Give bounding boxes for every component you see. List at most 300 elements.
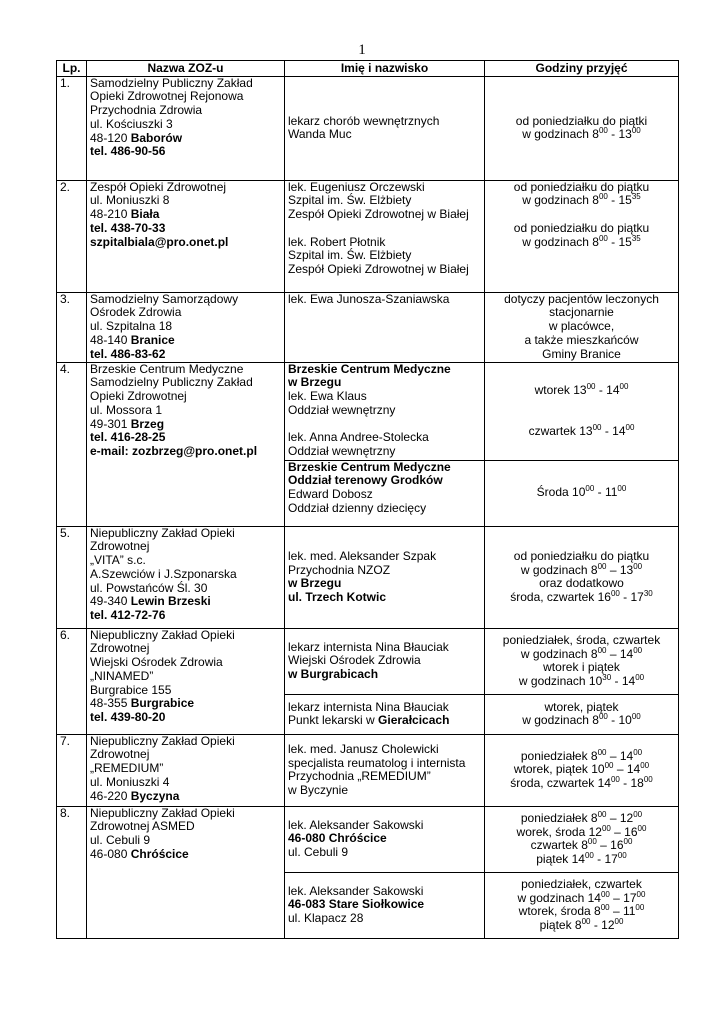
- zoz-name-line: [90, 445, 281, 459]
- text-segment: od poniedziałku do piątki: [515, 113, 648, 128]
- text-segment: – 14: [606, 646, 634, 661]
- zoz-name-line: [90, 735, 281, 749]
- doctor-line: [288, 474, 481, 488]
- text-segment: - 14: [611, 673, 636, 688]
- text-segment: A.Szewciów i J.Szponarska: [90, 566, 237, 581]
- hours-line: [488, 233, 675, 250]
- time-superscript: 00: [604, 761, 614, 771]
- hours-line: [488, 348, 675, 362]
- text-segment: Samodzielny Publiczny Zakład: [90, 375, 253, 390]
- time-superscript: 00: [581, 916, 591, 926]
- text-segment: - 13: [607, 127, 632, 142]
- text-segment: Oddział dzienny dziecięcy: [288, 500, 427, 515]
- hours-line: [488, 561, 675, 578]
- text-segment: wtorek i piątek: [543, 660, 620, 675]
- doctor-line: [288, 846, 481, 860]
- hours-line: [488, 381, 675, 398]
- doctor-line: [288, 502, 481, 516]
- doctor-line: [288, 390, 481, 404]
- text-segment: Zespół Opieki Zdrowotnej w Białej: [288, 261, 469, 276]
- text-segment: ul. Szpitalna 18: [90, 319, 173, 334]
- hours-cell: [485, 526, 679, 628]
- time-superscript: 00: [633, 645, 643, 655]
- zoz-name-line: [90, 390, 281, 404]
- bold-segment: tel. 416-28-25: [90, 430, 166, 445]
- text-segment: Zespół Opieki Zdrowotnej w Białej: [288, 207, 469, 222]
- zoz-name-cell: [87, 362, 285, 526]
- zoz-name-line: [90, 790, 281, 804]
- text-segment: lek. med. Aleksander Szpak: [288, 548, 437, 563]
- bold-segment: 46-080 Chróścice: [288, 831, 387, 846]
- text-segment: Wiejski Ośrodek Zdrowia: [90, 655, 223, 670]
- time-superscript: 00: [597, 561, 607, 571]
- text-segment: Przychodnia „REMEDIUM”: [288, 769, 431, 784]
- zoz-name-line: [90, 236, 281, 250]
- zoz-name-line: [90, 834, 281, 848]
- time-superscript: 00: [643, 775, 653, 785]
- hours-line: [488, 320, 675, 334]
- text-segment: w godzinach 14: [517, 890, 601, 905]
- doctor-line: [288, 194, 481, 208]
- zoz-name-cell: [87, 180, 285, 292]
- text-segment: Środa 10: [536, 485, 586, 500]
- zoz-name-line: [90, 582, 281, 596]
- text-segment: ul. Cebuli 9: [288, 845, 349, 860]
- text-segment: lekarz internista Nina Błauciak: [288, 699, 449, 714]
- zoz-name-line: [90, 609, 281, 623]
- hours-line: [488, 645, 675, 662]
- hours-cell: [485, 628, 679, 694]
- time-superscript: 00: [600, 889, 610, 899]
- time-superscript: 00: [598, 233, 608, 243]
- zoz-name-line: [90, 306, 281, 320]
- text-segment: Opieki Zdrowotnej: [90, 389, 187, 404]
- text-segment: środa, czwartek 16: [510, 589, 611, 604]
- zoz-name-line: [90, 748, 281, 762]
- text-segment: Zdrowotnej ASMED: [90, 819, 195, 834]
- time-superscript: 00: [597, 645, 607, 655]
- text-segment: Gminy Branice: [542, 346, 621, 361]
- time-superscript: 00: [633, 747, 643, 757]
- doctor-line: [288, 898, 481, 912]
- text-segment: Zdrowotnej: [90, 747, 150, 762]
- doctor-cell: [285, 694, 485, 734]
- zoz-name-line: [90, 194, 281, 208]
- table-header-row: [57, 61, 679, 77]
- table-row: [57, 806, 679, 872]
- doctor-cell: [285, 806, 485, 872]
- hours-cell: [485, 180, 679, 292]
- text-segment: poniedziałek, czwartek: [521, 876, 642, 891]
- text-segment: 49-301: [90, 416, 131, 431]
- time-superscript: 00: [587, 837, 597, 847]
- text-segment: Samodzielny Samorządowy: [90, 291, 239, 306]
- zoz-name-line: [90, 527, 281, 541]
- hours-line: [488, 128, 675, 142]
- bold-segment: tel. 486-90-56: [90, 144, 166, 159]
- hours-line: [488, 194, 675, 208]
- time-superscript: 00: [617, 850, 627, 860]
- doctor-cell: [285, 526, 485, 628]
- doctor-line: [288, 654, 481, 668]
- text-segment: Punkt lekarski w: [288, 713, 379, 728]
- text-segment: Burgrabice 155: [90, 682, 172, 697]
- doctor-cell: [285, 292, 485, 362]
- zoz-name-line: [90, 132, 281, 146]
- time-superscript: 35: [631, 192, 641, 202]
- text-segment: w godzinach 8: [522, 234, 599, 249]
- time-superscript: 00: [601, 823, 611, 833]
- hours-cell: [485, 460, 679, 526]
- text-segment: – 11: [609, 904, 636, 919]
- time-superscript: 00: [640, 761, 650, 771]
- zoz-name-line: [90, 348, 281, 362]
- doctor-cell: [285, 872, 485, 938]
- text-segment: lek. Ewa Junosza-Szaniawska: [288, 291, 450, 306]
- text-segment: Brzeskie Centrum Medyczne: [90, 361, 244, 376]
- bold-segment: ul. Trzech Kotwic: [288, 589, 387, 604]
- text-segment: w godzinach 8: [520, 646, 598, 661]
- doctor-cell: [285, 180, 485, 292]
- text-segment: „VITA” s.c.: [90, 553, 146, 568]
- time-superscript: 35: [631, 233, 641, 243]
- time-superscript: 00: [631, 126, 641, 136]
- doctor-line: [288, 701, 481, 715]
- text-segment: 46-080: [90, 846, 131, 861]
- text-segment: w godzinach 8: [522, 127, 599, 142]
- text-segment: „REMEDIUM”: [90, 761, 164, 776]
- header-doctor-name: Imię i nazwisko: [285, 61, 485, 77]
- text-segment: 48-210: [90, 207, 131, 222]
- text-segment: wtorek 13: [534, 382, 587, 397]
- doctor-line: [288, 564, 481, 578]
- text-segment: wtorek, piątek 10: [513, 762, 605, 777]
- text-segment: - 12: [590, 917, 615, 932]
- text-segment: Szpital im. Św. Elżbiety: [288, 248, 412, 263]
- hours-cell: [485, 806, 679, 872]
- zoz-name-line: [90, 404, 281, 418]
- bold-segment: Biała: [130, 207, 160, 222]
- time-superscript: 00: [614, 916, 624, 926]
- zoz-name-line: [90, 334, 281, 348]
- text-segment: w placówce,: [548, 319, 615, 334]
- time-superscript: 00: [585, 484, 595, 494]
- hours-line: [488, 588, 675, 605]
- text-segment: w godzinach 10: [518, 673, 603, 688]
- doctor-line: [288, 222, 481, 236]
- hours-cell: [485, 694, 679, 734]
- zoz-name-line: [90, 181, 281, 195]
- doctor-line: [288, 418, 481, 432]
- hours-line: [488, 334, 675, 348]
- text-segment: - 15: [607, 193, 632, 208]
- text-segment: ul. Moniuszki 8: [90, 193, 170, 208]
- doctor-line: [288, 115, 481, 129]
- doctor-line: [288, 376, 481, 390]
- zoz-name-line: [90, 418, 281, 432]
- bold-segment: Burgrabice: [130, 696, 195, 711]
- time-superscript: 00: [610, 588, 620, 598]
- hours-cell: [485, 76, 679, 180]
- doctor-line: [288, 757, 481, 771]
- doctor-line: [288, 404, 481, 418]
- bold-segment: 46-083 Stare Siołkowice: [288, 897, 425, 912]
- text-segment: Niepubliczny Zakład Opieki: [90, 733, 235, 748]
- text-segment: - 17: [593, 851, 618, 866]
- text-segment: lekarz internista Nina Błauciak: [288, 639, 449, 654]
- time-superscript: 00: [633, 809, 643, 819]
- zoz-name-line: [90, 642, 281, 656]
- text-segment: - 10: [607, 713, 632, 728]
- table-row: [57, 734, 679, 806]
- time-superscript: 00: [584, 850, 594, 860]
- hours-line: [488, 422, 675, 439]
- time-superscript: 00: [625, 422, 635, 432]
- text-segment: Niepubliczny Zakład Opieki: [90, 525, 235, 540]
- text-segment: Niepubliczny Zakład Opieki: [90, 805, 235, 820]
- hours-line: [488, 661, 675, 675]
- time-superscript: 00: [598, 712, 608, 722]
- doctor-line: [288, 885, 481, 899]
- text-segment: Oddział wewnętrzny: [288, 402, 396, 417]
- zoz-name-line: [90, 776, 281, 790]
- time-superscript: 00: [617, 484, 627, 494]
- time-superscript: 00: [637, 823, 647, 833]
- zoz-name-line: [90, 629, 281, 643]
- text-segment: wtorek, piątek: [544, 699, 619, 714]
- hours-line: [488, 398, 675, 412]
- doctor-cell: [285, 628, 485, 694]
- header-hours: Godziny przyjęć: [485, 61, 679, 77]
- text-segment: stacjonarnie: [549, 305, 614, 320]
- doctor-line: [288, 550, 481, 564]
- table-row: [57, 526, 679, 628]
- hours-line: [488, 777, 675, 791]
- text-segment: w Byczynie: [288, 782, 349, 797]
- text-segment: Przychodnia NZOZ: [288, 562, 391, 577]
- bold-segment: Oddział terenowy Grodków: [288, 473, 443, 488]
- hours-line: [488, 850, 675, 867]
- text-segment: ul. Mossora 1: [90, 402, 163, 417]
- text-segment: – 13: [606, 562, 634, 577]
- text-segment: Wanda Muc: [288, 127, 352, 142]
- doctor-cell: [285, 734, 485, 806]
- text-segment: lek. Eugeniusz Orczewski: [288, 179, 425, 194]
- time-superscript: 00: [598, 192, 608, 202]
- time-superscript: 00: [610, 775, 620, 785]
- hours-line: [488, 839, 675, 853]
- text-segment: specjalista reumatolog i internista: [288, 755, 466, 770]
- row-number: 3.: [57, 292, 87, 362]
- text-segment: poniedziałek 8: [520, 810, 598, 825]
- zoz-name-line: [90, 807, 281, 821]
- zoz-name-line: [90, 320, 281, 334]
- zoz-name-line: [90, 848, 281, 862]
- text-segment: - 17: [619, 589, 644, 604]
- text-segment: Oddział wewnętrzny: [288, 443, 396, 458]
- text-segment: ul. Klapacz 28: [288, 911, 364, 926]
- hours-line: [488, 293, 675, 307]
- bold-segment: w Brzegu: [288, 375, 342, 390]
- time-superscript: 00: [619, 381, 629, 391]
- text-segment: 49-340: [90, 594, 131, 609]
- time-superscript: 00: [600, 903, 610, 913]
- hours-line: [488, 306, 675, 320]
- table-row: [57, 362, 679, 460]
- clinics-table: [56, 60, 679, 939]
- text-segment: - 18: [619, 776, 644, 791]
- page-number: 1: [358, 42, 366, 58]
- text-segment: w godzinach 8: [520, 562, 598, 577]
- doctor-cell: [285, 362, 485, 460]
- text-segment: – 14: [606, 748, 634, 763]
- zoz-name-line: [90, 684, 281, 698]
- zoz-name-cell: [87, 292, 285, 362]
- text-segment: - 15: [607, 234, 632, 249]
- text-segment: ul. Cebuli 9: [90, 833, 151, 848]
- table-row: [57, 628, 679, 694]
- bold-segment: w Burgrabicach: [288, 667, 379, 682]
- text-segment: lek. Aleksander Sakowski: [288, 883, 424, 898]
- zoz-name-line: [90, 820, 281, 834]
- hours-line: [488, 411, 675, 425]
- doctor-line: [288, 784, 481, 798]
- bold-segment: tel. 439-80-20: [90, 709, 166, 724]
- text-segment: Zdrowotnej: [90, 641, 150, 656]
- row-number: 2.: [57, 180, 87, 292]
- row-number: 6.: [57, 628, 87, 734]
- zoz-name-line: [90, 595, 281, 609]
- zoz-name-line: [90, 670, 281, 684]
- text-segment: - 11: [594, 485, 618, 500]
- time-superscript: 30: [643, 588, 653, 598]
- zoz-name-line: [90, 540, 281, 554]
- bold-segment: tel. 486-83-62: [90, 346, 166, 361]
- doctor-line: [288, 832, 481, 846]
- zoz-name-line: [90, 145, 281, 159]
- text-segment: w godzinach 8: [522, 193, 599, 208]
- doctor-cell: [285, 76, 485, 180]
- text-segment: czwartek 13: [528, 423, 593, 438]
- time-superscript: 00: [597, 747, 607, 757]
- doctor-line: [288, 208, 481, 222]
- doctor-line: [288, 668, 481, 682]
- zoz-name-line: [90, 554, 281, 568]
- text-segment: 48-120: [90, 130, 131, 145]
- bold-segment: Baborów: [130, 130, 183, 145]
- text-segment: czwartek 8: [530, 838, 588, 853]
- zoz-name-line: [90, 711, 281, 725]
- text-segment: dotyczy pacjentów leczonych: [504, 291, 659, 306]
- doctor-line: [288, 577, 481, 591]
- bold-segment: tel. 438-70-33: [90, 220, 166, 235]
- text-segment: Zespół Opieki Zdrowotnej: [90, 179, 227, 194]
- doctor-line: [288, 641, 481, 655]
- zoz-name-cell: [87, 806, 285, 938]
- text-segment: lek. Ewa Klaus: [288, 389, 367, 404]
- bold-segment: Gierałcicach: [378, 713, 450, 728]
- text-segment: Przychodnia Zdrowia: [90, 103, 203, 118]
- doctor-line: [288, 249, 481, 263]
- zoz-name-line: [90, 376, 281, 390]
- text-segment: wtorek, środa 8: [518, 904, 601, 919]
- hours-line: [488, 809, 675, 826]
- hours-line: [488, 672, 675, 689]
- text-segment: lekarz chorób wewnętrznych: [288, 113, 440, 128]
- text-segment: – 12: [606, 810, 634, 825]
- zoz-name-line: [90, 90, 281, 104]
- time-superscript: 00: [635, 672, 645, 682]
- header-lp: Lp.: [57, 61, 87, 77]
- text-segment: lek. Aleksander Sakowski: [288, 817, 424, 832]
- text-segment: – 16: [596, 838, 624, 853]
- hours-line: [488, 916, 675, 933]
- doctor-line: [288, 819, 481, 833]
- zoz-name-line: [90, 293, 281, 307]
- text-segment: piątek 8: [539, 917, 582, 932]
- text-segment: od poniedziałku do piątku: [513, 179, 650, 194]
- bold-segment: Branice: [130, 332, 175, 347]
- row-number: 8.: [57, 806, 87, 938]
- text-segment: worek, środa 12: [516, 824, 602, 839]
- zoz-name-line: [90, 762, 281, 776]
- doctor-line: [288, 770, 481, 784]
- time-superscript: 00: [592, 422, 602, 432]
- row-number: 7.: [57, 734, 87, 806]
- text-segment: poniedziałek 8: [520, 748, 598, 763]
- bold-segment: Byczyna: [130, 788, 180, 803]
- hours-line: [488, 714, 675, 728]
- time-superscript: 00: [597, 809, 607, 819]
- text-segment: oraz dodatkowo: [539, 576, 624, 591]
- table-row: [57, 292, 679, 362]
- hours-cell: [485, 872, 679, 938]
- zoz-name-line: [90, 363, 281, 377]
- row-number: 5.: [57, 526, 87, 628]
- time-superscript: 00: [586, 381, 596, 391]
- doctor-line: [288, 263, 481, 277]
- text-segment: Ośrodek Zdrowia: [90, 305, 182, 320]
- time-superscript: 30: [602, 672, 612, 682]
- text-segment: – 16: [610, 824, 638, 839]
- text-segment: 48-355: [90, 696, 131, 711]
- text-segment: „NINAMED”: [90, 668, 154, 683]
- text-segment: piątek 14: [536, 851, 585, 866]
- text-segment: Niepubliczny Zakład Opieki: [90, 627, 235, 642]
- zoz-name-cell: [87, 526, 285, 628]
- time-superscript: 00: [598, 126, 608, 136]
- doctor-line: [288, 363, 481, 377]
- time-superscript: 00: [635, 903, 645, 913]
- row-number: 1.: [57, 76, 87, 180]
- text-segment: 48-140: [90, 332, 131, 347]
- hours-line: [488, 208, 675, 222]
- doctor-line: [288, 743, 481, 757]
- zoz-name-line: [90, 656, 281, 670]
- bold-segment: tel. 412-72-76: [90, 607, 166, 622]
- zoz-name-line: [90, 104, 281, 118]
- hours-cell: [485, 734, 679, 806]
- text-segment: lek. Anna Andree-Stolecka: [288, 430, 429, 445]
- text-segment: - 14: [601, 423, 626, 438]
- hours-cell: [485, 292, 679, 362]
- time-superscript: 00: [636, 889, 646, 899]
- text-segment: ul. Kościuszki 3: [90, 116, 173, 131]
- zoz-name-cell: [87, 76, 285, 180]
- time-superscript: 00: [631, 712, 641, 722]
- hours-line: [488, 634, 675, 648]
- time-superscript: 00: [623, 837, 633, 847]
